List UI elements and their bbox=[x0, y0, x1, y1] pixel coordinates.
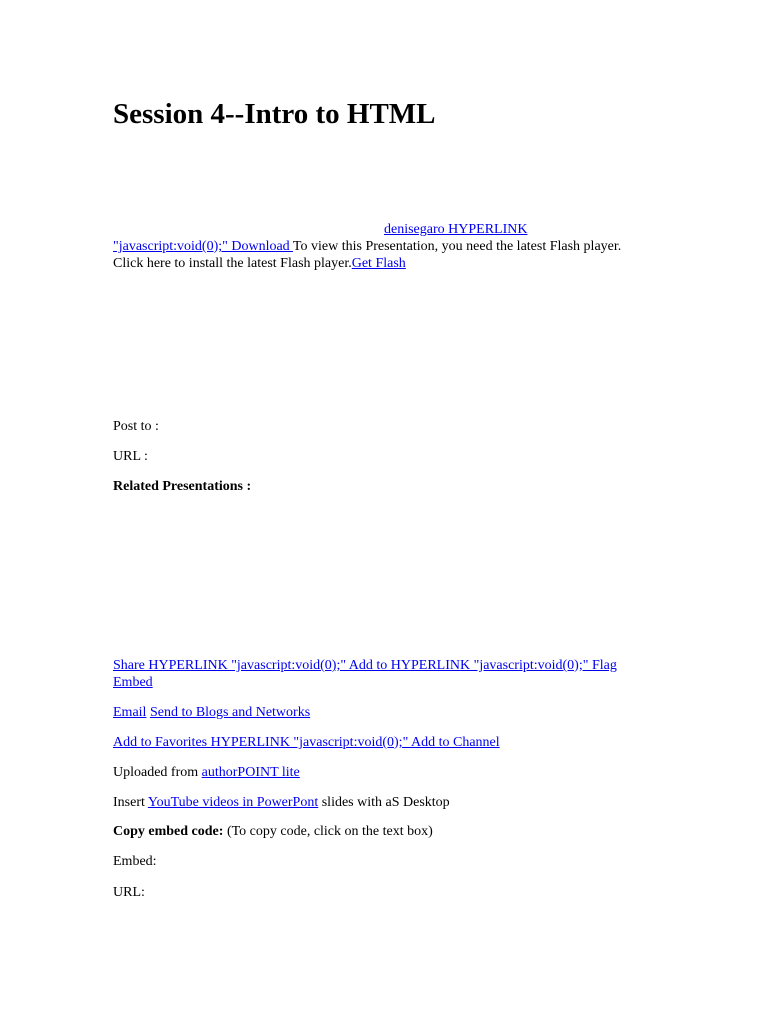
url-label: URL : bbox=[113, 449, 148, 464]
url-label-2: URL: bbox=[113, 885, 145, 900]
related-heading bbox=[113, 478, 673, 495]
post-to-label: Post to : bbox=[113, 419, 159, 434]
authorpoint-link[interactable]: authorPOINT lite bbox=[201, 765, 300, 780]
email-link[interactable]: Email bbox=[113, 705, 147, 720]
flash-text-2: Click here to install the latest Flash player. bbox=[113, 256, 352, 271]
related-presentations-label: Related Presentations : bbox=[113, 479, 252, 494]
author-link[interactable]: denisegaro HYPERLINK bbox=[384, 222, 528, 237]
embed-link[interactable]: Embed bbox=[113, 675, 153, 690]
embed-label: Embed: bbox=[113, 854, 157, 869]
flash-notice bbox=[113, 221, 673, 272]
email-row bbox=[113, 704, 673, 721]
flash-text: To view this Presentation, you need the latest Flash player. bbox=[292, 239, 622, 254]
copy-embed-row bbox=[113, 823, 673, 840]
favorites-row bbox=[113, 734, 673, 751]
page-title: Session 4--Intro to HTML bbox=[113, 98, 436, 130]
share-links bbox=[113, 657, 673, 691]
send-to-blogs-link[interactable]: Send to Blogs and Networks bbox=[149, 705, 311, 720]
share-link[interactable]: Share HYPERLINK "javascript:void(0);" Add to HYPERLINK "javascript:void(0);" Flag bbox=[113, 658, 617, 673]
add-to-favorites-link[interactable]: Add to Favorites HYPERLINK "javascript:void(0);" Add to Channel bbox=[113, 735, 500, 750]
copy-embed-hint: (To copy code, click on the text box) bbox=[223, 824, 433, 839]
download-link[interactable]: "javascript:void(0);" Download bbox=[113, 239, 293, 254]
insert-row bbox=[113, 794, 673, 811]
youtube-link[interactable]: YouTube videos in PowerPont bbox=[147, 795, 319, 810]
insert-suffix: slides with aS Desktop bbox=[318, 795, 450, 810]
get-flash-link[interactable]: Get Flash bbox=[351, 256, 406, 271]
uploaded-prefix: Uploaded from bbox=[113, 765, 202, 780]
copy-embed-label: Copy embed code: bbox=[113, 824, 224, 839]
uploaded-row bbox=[113, 764, 673, 781]
insert-prefix: Insert bbox=[113, 795, 148, 810]
